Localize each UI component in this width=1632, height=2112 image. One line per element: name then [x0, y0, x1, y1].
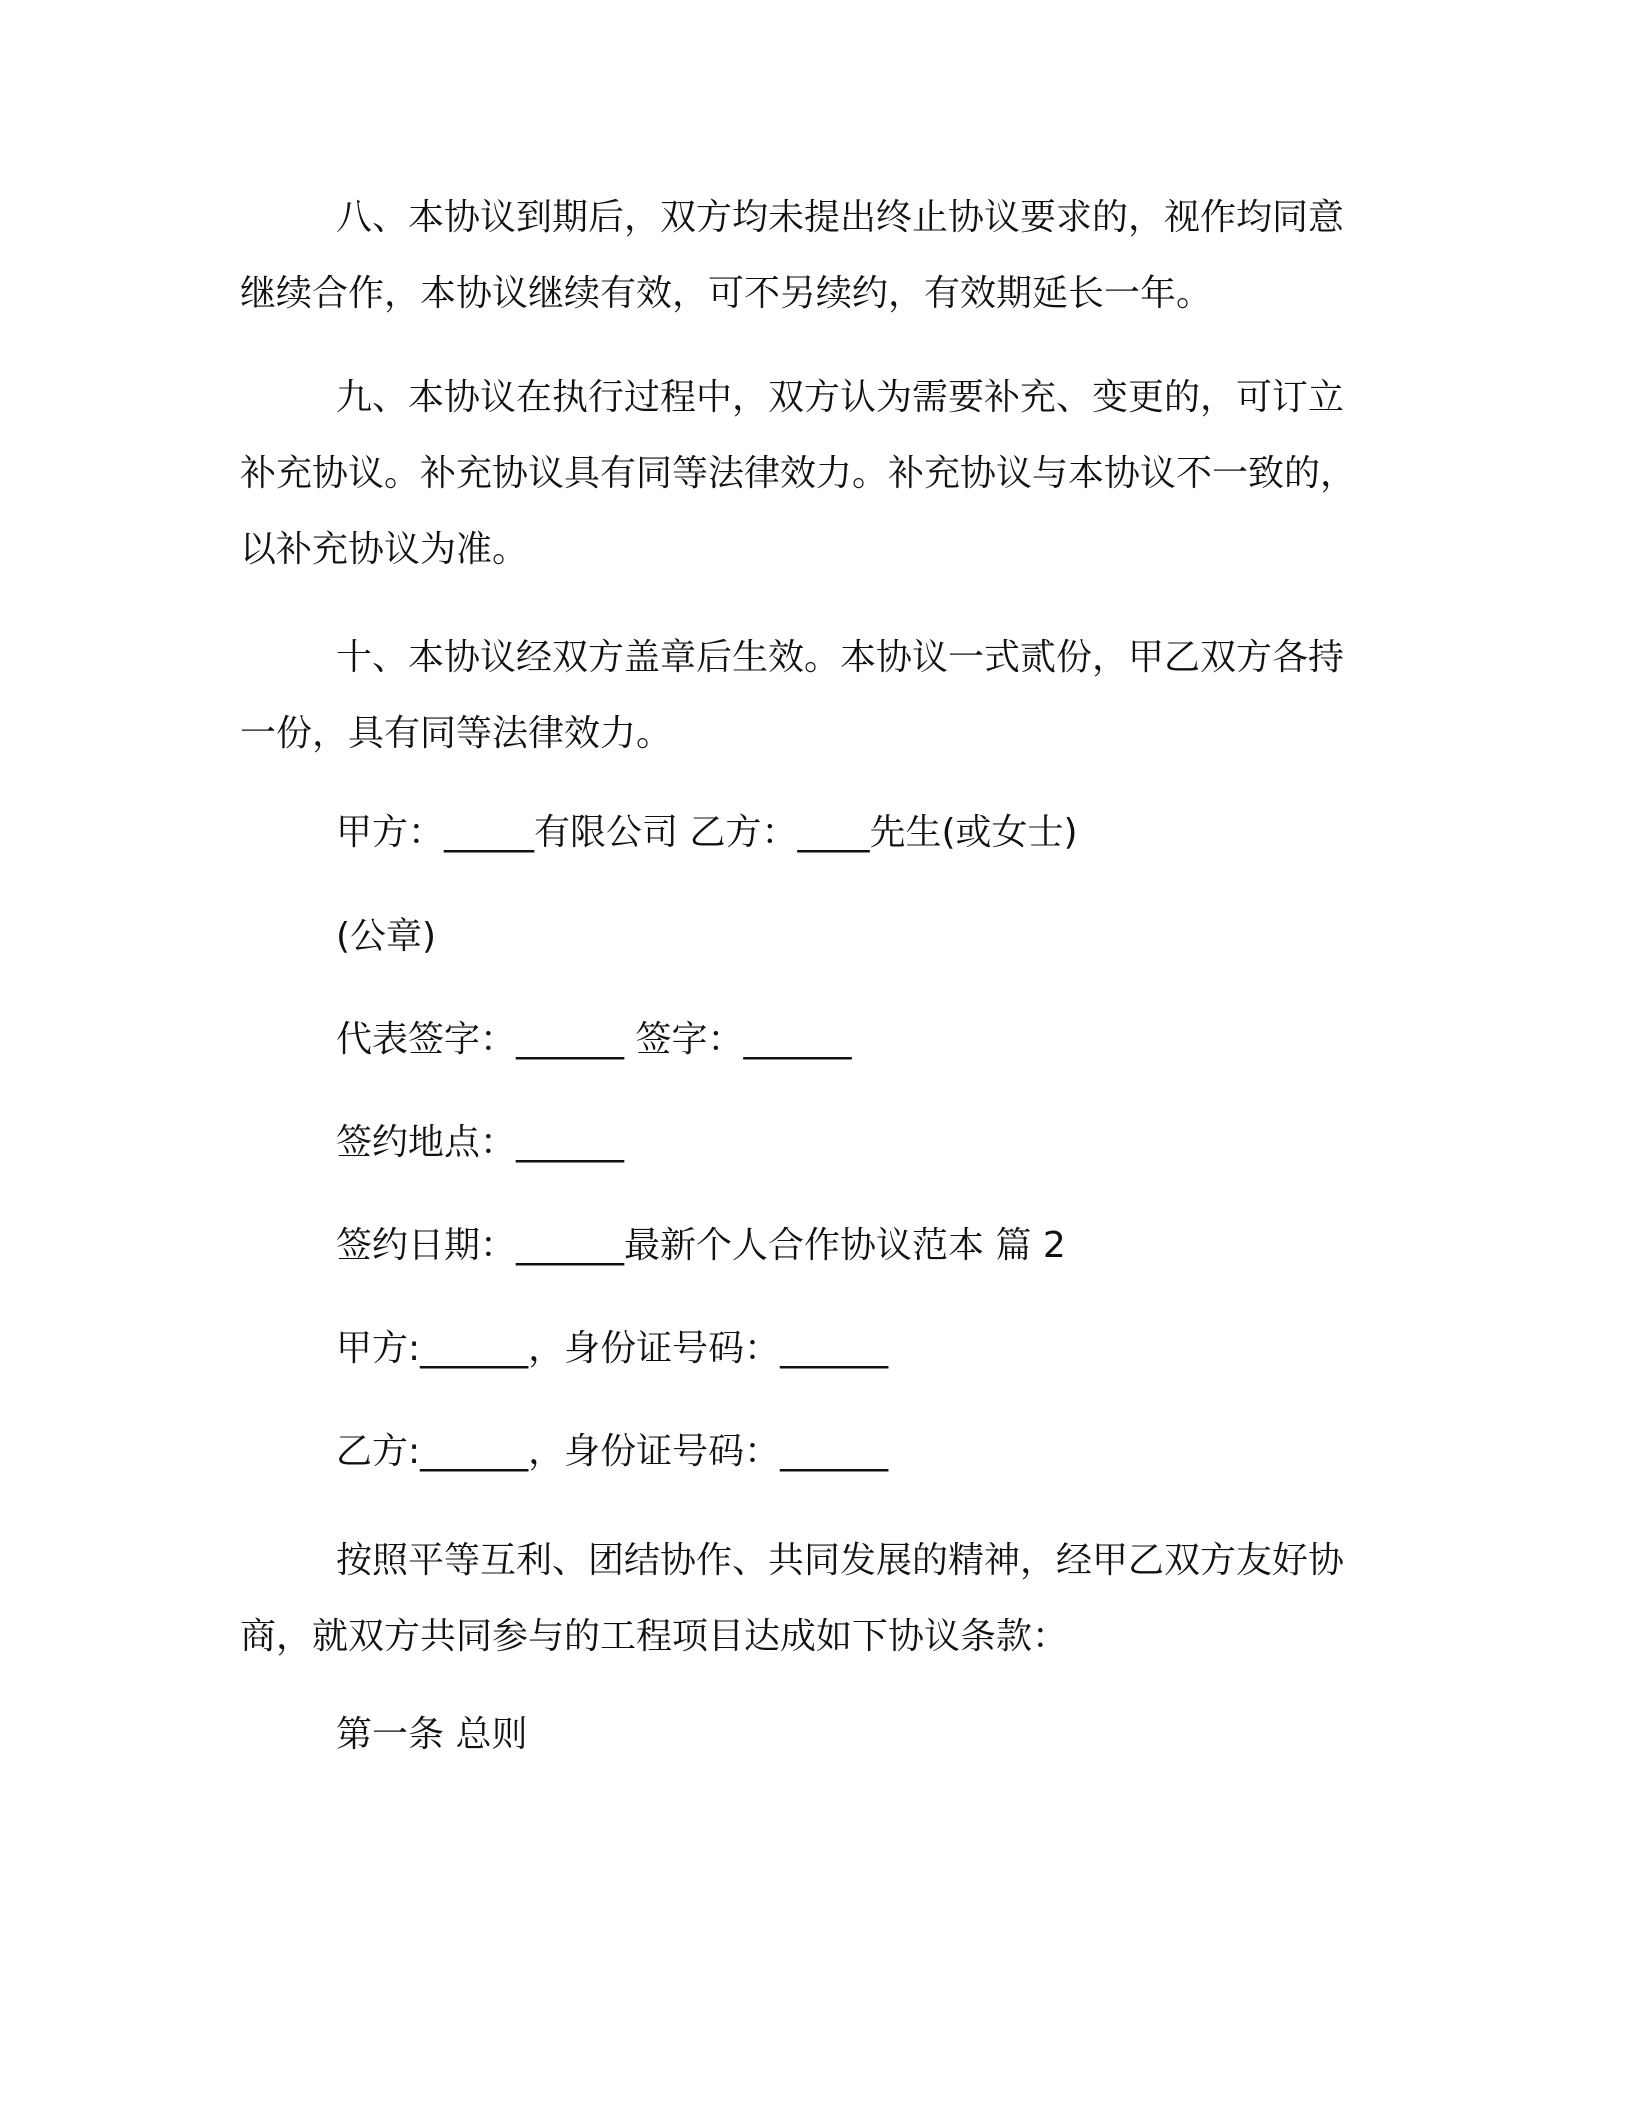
party-a-id-line: 甲方:______，身份证号码：______	[336, 1328, 889, 1369]
signing-date-line: 签约日期：______最新个人合作协议范本 篇 2	[336, 1225, 1066, 1266]
party-b-id-line: 乙方:______，身份证号码：______	[336, 1431, 889, 1472]
representative-signature-line: 代表签字：______ 签字：______	[336, 1019, 852, 1060]
company-seal-line: (公章)	[336, 916, 437, 957]
signing-location-line: 签约地点：______	[336, 1122, 625, 1163]
section-heading: 第一条 总则	[336, 1714, 528, 1755]
paragraph-clause-9: 九、本协议在执行过程中，双方认为需要补充、变更的，可订立补充协议。补充协议具有同等法律效力。补充协议与本协议不一致的，以补充协议为准。	[240, 377, 1357, 570]
paragraph-clause-8: 八、本协议到期后，双方均未提出终止协议要求的，视作均同意继续合作，本协议继续有效，可不另续约，有效期延长一年。	[240, 197, 1345, 314]
intro-paragraph: 按照平等互利、团结协作、共同发展的精神，经甲乙双方友好协商，就双方共同参与的工程项目达成如下协议条款：	[240, 1540, 1345, 1657]
paragraph-clause-10: 十、本协议经双方盖章后生效。本协议一式贰份，甲乙双方各持一份，具有同等法律效力。	[240, 637, 1345, 754]
signature-party-line: 甲方：_____有限公司 乙方：____先生(或女士)	[336, 812, 1078, 853]
